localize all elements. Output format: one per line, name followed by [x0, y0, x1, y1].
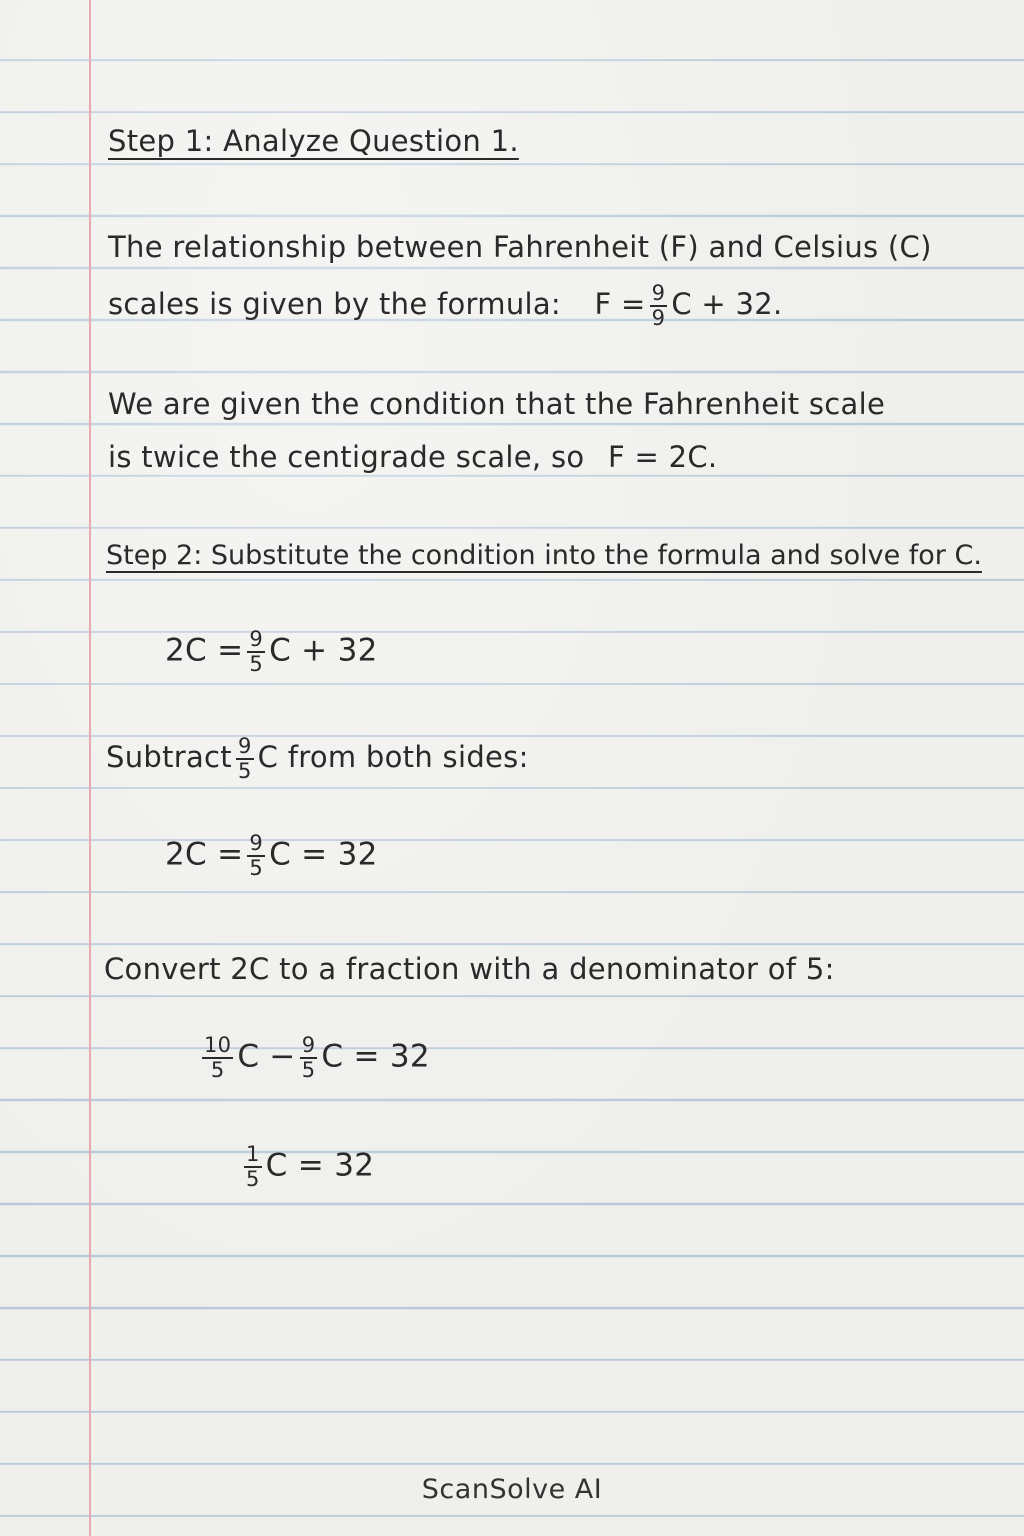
- formula-lhs: F =: [594, 287, 646, 322]
- paragraph1-line2: [108, 282, 783, 330]
- equation-4-denominator: 5: [246, 1167, 260, 1192]
- subtract-numerator: 9: [236, 735, 254, 760]
- subtract-line: [106, 735, 529, 783]
- equation-2-rhs: C = 32: [269, 836, 378, 873]
- equation-1: [165, 628, 378, 676]
- equation-1-numerator: 9: [247, 628, 265, 653]
- paragraph2-line1: We are given the condition that the Fahrenheit scale: [108, 387, 886, 421]
- formula-numerator: 9: [650, 282, 668, 307]
- equation-2-numerator: 9: [247, 832, 265, 857]
- equation-3-rhs: C = 32: [321, 1038, 430, 1075]
- equation-3-fraction-1: [202, 1034, 233, 1082]
- subtract-prefix: Subtract: [106, 740, 232, 775]
- equation-4-fraction: [244, 1143, 262, 1191]
- formula-rhs: C + 32.: [671, 287, 783, 322]
- step1-heading: Step 1: Analyze Question 1.: [108, 124, 519, 158]
- formula-denominator: 9: [651, 306, 666, 331]
- equation-4-numerator: 1: [244, 1143, 262, 1168]
- equation-3-denominator-2: 5: [301, 1058, 316, 1083]
- scansolve-watermark: ScanSolve AI: [421, 1474, 603, 1505]
- equation-3: [198, 1034, 430, 1082]
- margin-line: [89, 0, 91, 1536]
- paragraph1-line1: The relationship between Fahrenheit (F) and Celsius (C): [108, 230, 932, 264]
- condition-equation: F = 2C.: [607, 440, 718, 474]
- equation-3-numerator-1: 10: [202, 1034, 233, 1059]
- equation-3-denominator-1: 5: [210, 1058, 225, 1083]
- equation-3-fraction-2: [300, 1034, 318, 1082]
- equation-4-rhs: C = 32: [265, 1147, 375, 1184]
- subtract-suffix: C from both sides:: [257, 740, 529, 775]
- subtract-fraction: [236, 735, 254, 783]
- equation-4: [240, 1143, 374, 1191]
- equation-1-denominator: 5: [249, 652, 264, 677]
- step2-heading: Step 2: Substitute the condition into the formula and solve for C.: [106, 540, 982, 571]
- equation-1-rhs: C + 32: [269, 632, 378, 669]
- equation-2-fraction: [247, 832, 265, 880]
- equation-2-lhs: 2C =: [165, 836, 244, 873]
- equation-3-middle: C −: [237, 1038, 296, 1075]
- equation-2: [165, 832, 378, 880]
- subtract-denominator: 5: [237, 759, 252, 784]
- paragraph2-line2: [108, 440, 717, 474]
- equation-1-fraction: [247, 628, 265, 676]
- equation-3-numerator-2: 9: [300, 1034, 318, 1059]
- paragraph2-line2-text: is twice the centigrade scale, so: [108, 440, 585, 474]
- equation-2-denominator: 5: [249, 856, 264, 881]
- paragraph1-line2-text: scales is given by the formula:: [108, 287, 561, 322]
- formula-fraction: [650, 282, 668, 330]
- convert-instruction: Convert 2C to a fraction with a denominator of 5:: [104, 952, 835, 986]
- equation-1-lhs: 2C =: [165, 632, 244, 669]
